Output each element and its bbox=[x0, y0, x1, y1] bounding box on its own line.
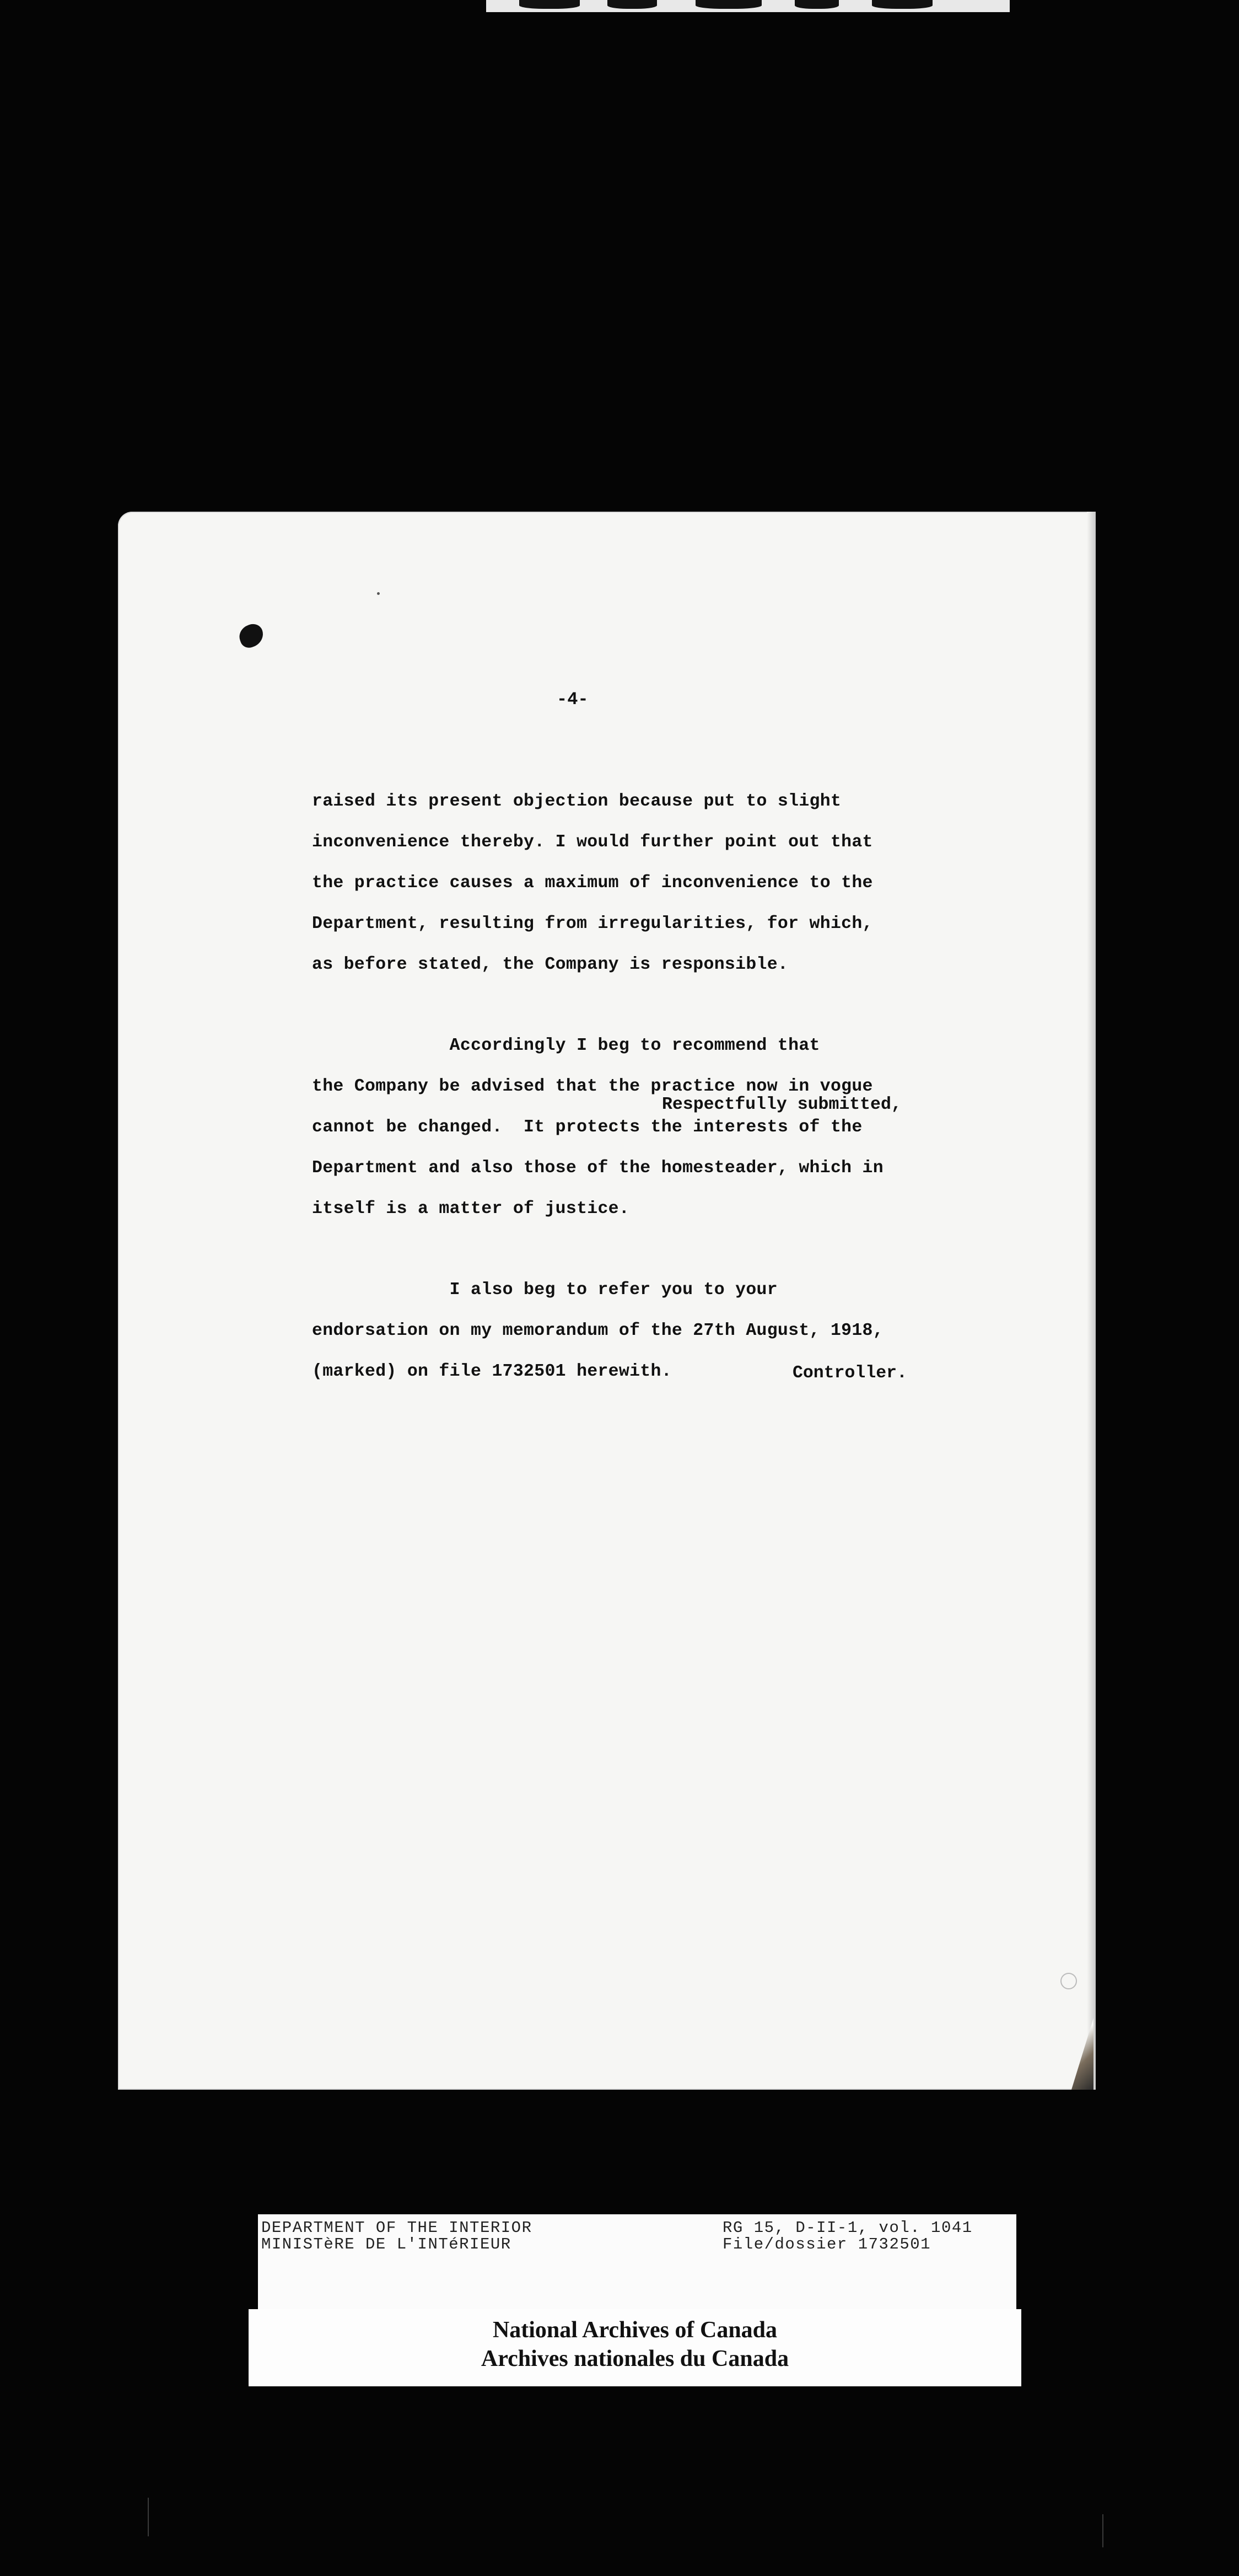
film-scratch bbox=[148, 2498, 149, 2536]
text-line: Accordingly I beg to recommend that bbox=[312, 1036, 820, 1055]
film-scratch bbox=[1102, 2514, 1103, 2547]
text-line: inconvenience thereby. I would further point out that bbox=[312, 833, 873, 852]
paper-speck bbox=[377, 592, 380, 595]
paragraph-2 bbox=[312, 1015, 1095, 1239]
text-line: raised its present objection because put to slight bbox=[312, 792, 842, 811]
archives-banner bbox=[249, 2309, 1021, 2386]
record-group: RG 15, D-II-1, vol. 1041 bbox=[723, 2219, 973, 2237]
document-page bbox=[118, 512, 1096, 2090]
department-english: DEPARTMENT OF THE INTERIOR bbox=[261, 2219, 532, 2237]
text-line: (marked) on file 1732501 herewith. bbox=[312, 1362, 672, 1381]
text-line: endorsation on my memorandum of the 27th August, 1918, bbox=[312, 1321, 884, 1340]
paragraph-3 bbox=[312, 1259, 1095, 1402]
signature-title: Controller. bbox=[793, 1364, 907, 1383]
archives-name-french: Archives nationales du Canada bbox=[481, 2346, 789, 2371]
text-line: cannot be changed. It protects the interests of the bbox=[312, 1118, 863, 1137]
torn-corner bbox=[1071, 2018, 1093, 2090]
ink-blot bbox=[236, 621, 266, 651]
text-line: Department and also those of the homesteader, which in bbox=[312, 1158, 884, 1178]
text-line: as before stated, the Company is responsible. bbox=[312, 955, 789, 974]
text-line: the practice causes a maximum of inconvenience to the bbox=[312, 873, 873, 893]
file-reference bbox=[723, 2220, 973, 2253]
previous-page-strip bbox=[486, 0, 1010, 12]
archives-name-english: National Archives of Canada bbox=[492, 2317, 778, 2343]
text-line: itself is a matter of justice. bbox=[312, 1199, 630, 1219]
text-line: Department, resulting from irregularities, for which, bbox=[312, 914, 873, 933]
paragraph-1 bbox=[312, 771, 1095, 995]
closing-line: Respectfully submitted, bbox=[662, 1095, 902, 1114]
file-number: File/dossier 1732501 bbox=[723, 2235, 931, 2253]
text-line: the Company be advised that the practice now in vogue bbox=[312, 1077, 873, 1096]
department-french: MINISTèRE DE L'INTéRIEUR bbox=[261, 2235, 511, 2253]
punch-mark bbox=[1060, 1973, 1077, 1989]
page-number: -4- bbox=[557, 689, 589, 710]
department-names bbox=[261, 2220, 532, 2253]
archive-reference-label bbox=[258, 2214, 1016, 2311]
text-line: I also beg to refer you to your bbox=[312, 1280, 778, 1300]
